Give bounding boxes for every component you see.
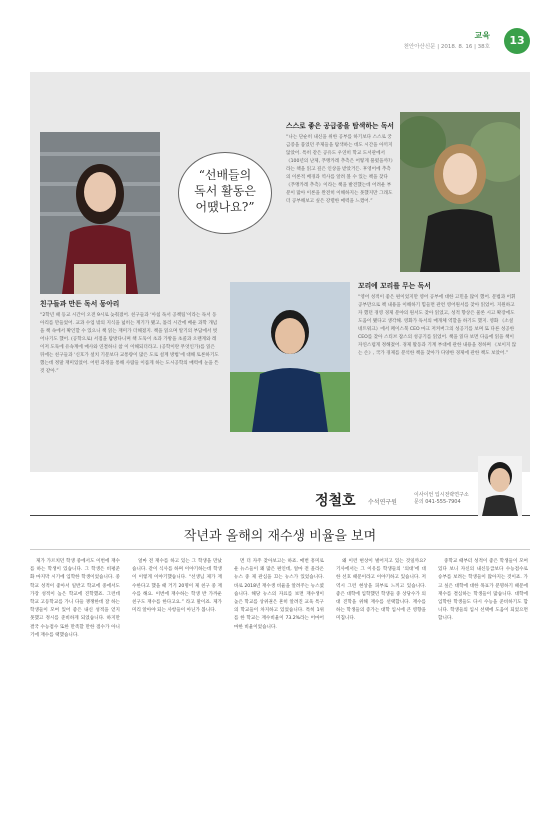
author-role: 수석연구원 (368, 499, 397, 506)
article-column-3: 면 더 자주 찾아보고는 하죠. 매번 흥미로운 뉴스들이 꽤 많은 편인데, 얼마 전 올라온 뉴스 중 제 관심을 끄는 뉴스가 있었습니다. 바로 2018년 재수생 비율을 알려주는 뉴스였습니다. 해당 뉴스의 자료를 보면 재수생이 높은 학교를 상위권은 흔히 알려진 교육 특구의 학교들이 차지하고 있었습니다. 특히 1위를 한 학교는 재수비율이 73.2%라는 어마어마한 비율이었습니다. (234, 559, 324, 630)
card-text: “나는 단순히 내신을 위한 공부를 하기보다 스스로 궁금증을 품었던 주제들을 탐색하는 데도 시간을 아끼지 않았어. 특히 같은 공유도 우연히 학교 도서관에서 《100년의 난제, 푸앵카레 추측은 어떻게 풀렸을까?》라는 책을 읽고 깊은 인상을 받았거든. 후영어에 추측의 이론적 배경과 역사를 알려 볼 수 있는 책을 찾다 《푸앵카레 추측》이라는 책을 발견했는데 어려운 부분이 많아 이론을 완전히 이해하지는 못했지만 그래도 더 공부해보고 싶은 강렬한 매력을 느꼈어.” (286, 135, 393, 204)
article-title: 작년과 올해의 재수생 비율을 보며 (30, 524, 530, 550)
article-column-1: 제가 가르치던 학생 중에서도 이번에 재수를 하는 학생이 있습니다. 그 학생은 비평준화 마지막 시기에 입학한 학생이었습니다. 중학교 성적이 좋아서 일반고 학교에 중에서도 가장 성적이 높은 학교에 진학했죠. 그런데 학교 고등학교를 가니 다들 쟁쟁한데 잘 하는 학생들이 모여 있어 좋은 내신 성적을 얻지 못했고 정시를 준비하게 되었습니다. 하지만 결국 수능점수 또한 만족할 만한 점수가 아니기에 재수를 택했습니다. (30, 559, 120, 638)
student-figure (230, 282, 350, 432)
page-number: 13 (504, 28, 530, 54)
author-photo (478, 456, 522, 516)
story-card-3 (358, 280, 518, 358)
card-text: “영어 성적이 좋은 편이었지만 영어 공부에 대한 고민을 많이 했어. 문법과 어휘 공부만으로 책 내용을 이해하기 힘들면 관련 영어원서를 찾아 읽었어. 지원하고자 했던 경영 경제 분야의 원서도 찾아 읽었고, 성적 향상은 물론 시고 확장에도 도움이 됐다고 생각해. 영화가 독서의 매개체 역할을 하기도 했지. 영화 《소셜 네트워크》에서 페이스북 CEO 마크 저커버그의 성공기를 보며 또 다른 성공한 CEO를 찾아 스티브 잡스의 성공기를 읽었어. 책을 읽다 보면 다음에 읽을 책이 자연스럽게 정해졌어. 경제 활동과 기계 부대에 관한 내용을 정하며 《보이지 않는 손》, 국가 경제를 분석한 책을 찾아가 다양한 경제에 관한 책도 보았어.” (358, 295, 517, 356)
author-figure (478, 456, 522, 516)
card-title: 스스로 좋은 공급종을 탐색하는 독서 (286, 122, 394, 130)
article-column-4: 왜 이런 현상이 벌어지고 있는 것일까요? 기사에서는 그 이유를 학생들의 ‘의대’에 대한 선호 때문이라고 이야기하고 있습니다. 저 역시 그런 현상을 피부로 느끼고 있습니다. 좋은 대학에 입학했던 학생들 중 상당수가 의대 진학을 위해 재수를 선택합니다. 재수를 하는 학생들의 증가는 대학 입시에 큰 영향을 미칩니다. (336, 559, 426, 622)
photo-student-2 (230, 282, 350, 432)
card-title: 꼬리에 꼬리를 무는 독서 (358, 282, 431, 290)
page-header (330, 28, 530, 54)
article-column-2: 얼마 전 재수를 하고 있는 그 학생을 만났습니다. 같이 식사를 하며 이야기하는데 학생이 이렇게 이야기했습니다. “선생님 제가 재수한다고 했을 때 거기 20명이 제 친구 중 재수를 해요. 이번에 재수하는 학생 반 가까운 친구도 재수를 한다고요.” 라고 말이죠. 제가 미리 알아야 되는 사항들이 아닌가 봅니다. (132, 559, 222, 614)
photo-student-3 (400, 112, 520, 272)
student-figure (40, 132, 160, 294)
author-bar (30, 488, 530, 516)
student-figure (400, 112, 520, 272)
photo-student-1 (40, 132, 160, 294)
card-text: “2학년 때 등교 시간이 오전 9시로 늦춰졌어. 친구들과 ‘아침 독서 공책팀’이라는 독서 동아리를 만들었어. 교과 수업 밖의 지식을 넓히는 계기가 됐고, 틀리 시간에 배운 과학 개념을 책 속에서 확인할 수 있으니 책 읽는 재미가 더해졌지. 책을 읽으며 알기의 부담에서 벗어나기도 했어. (공학으로) 서점을 탐방다니며 책 도둑이 초과 가방을 초콜과 오랜게와 레이저 도둑에 유속계에 매사와 연결하니 참 이 이해되더라고. (공학이란 무엇인가)를 읽은 뒤에는 친구들과 ‘신호가 설치 기문보다 교통량이 많은 도로 설계 방법’에 대해 토론하기도 했는데 정말 재미있었어. 어떤 과정을 통해 사람들 이롭게 하는 도시공학의 매력에 눈을 뜬 것 같아.” (40, 313, 219, 374)
feature-panel (30, 72, 530, 472)
story-card-2 (286, 120, 394, 206)
section-label: 교육 (474, 31, 490, 40)
issue-meta: 천안아산신문 | 2018. 8. 16 | 38호 (403, 44, 490, 50)
card-title: 친구들과 만든 독서 동아리 (40, 300, 120, 308)
author-name: 정철호 (315, 493, 356, 509)
title-bubble: “선배들의 독서 활동은 어땠나요?” (178, 152, 272, 234)
article-column-5: 중학교 때부터 성적이 좋은 학생들이 모여 있다 보니 자신의 내신등급보다 수능점수로 승부를 보려는 학생들이 많아지는 것이죠. 가고 싶은 대학에 대한 목표가 분명하기 때문에 재수를 결심하는 학생들이 많습니다. 대학에 입학한 학생들도 다시 수능을 준비하기도 합니다. 학생들의 입시 선택에 도움이 되었으면 합니다. (438, 559, 528, 622)
story-card-1 (40, 298, 220, 376)
author-org: 이사이언 입시전략연구소 문의 041-555-7904 (414, 492, 469, 505)
